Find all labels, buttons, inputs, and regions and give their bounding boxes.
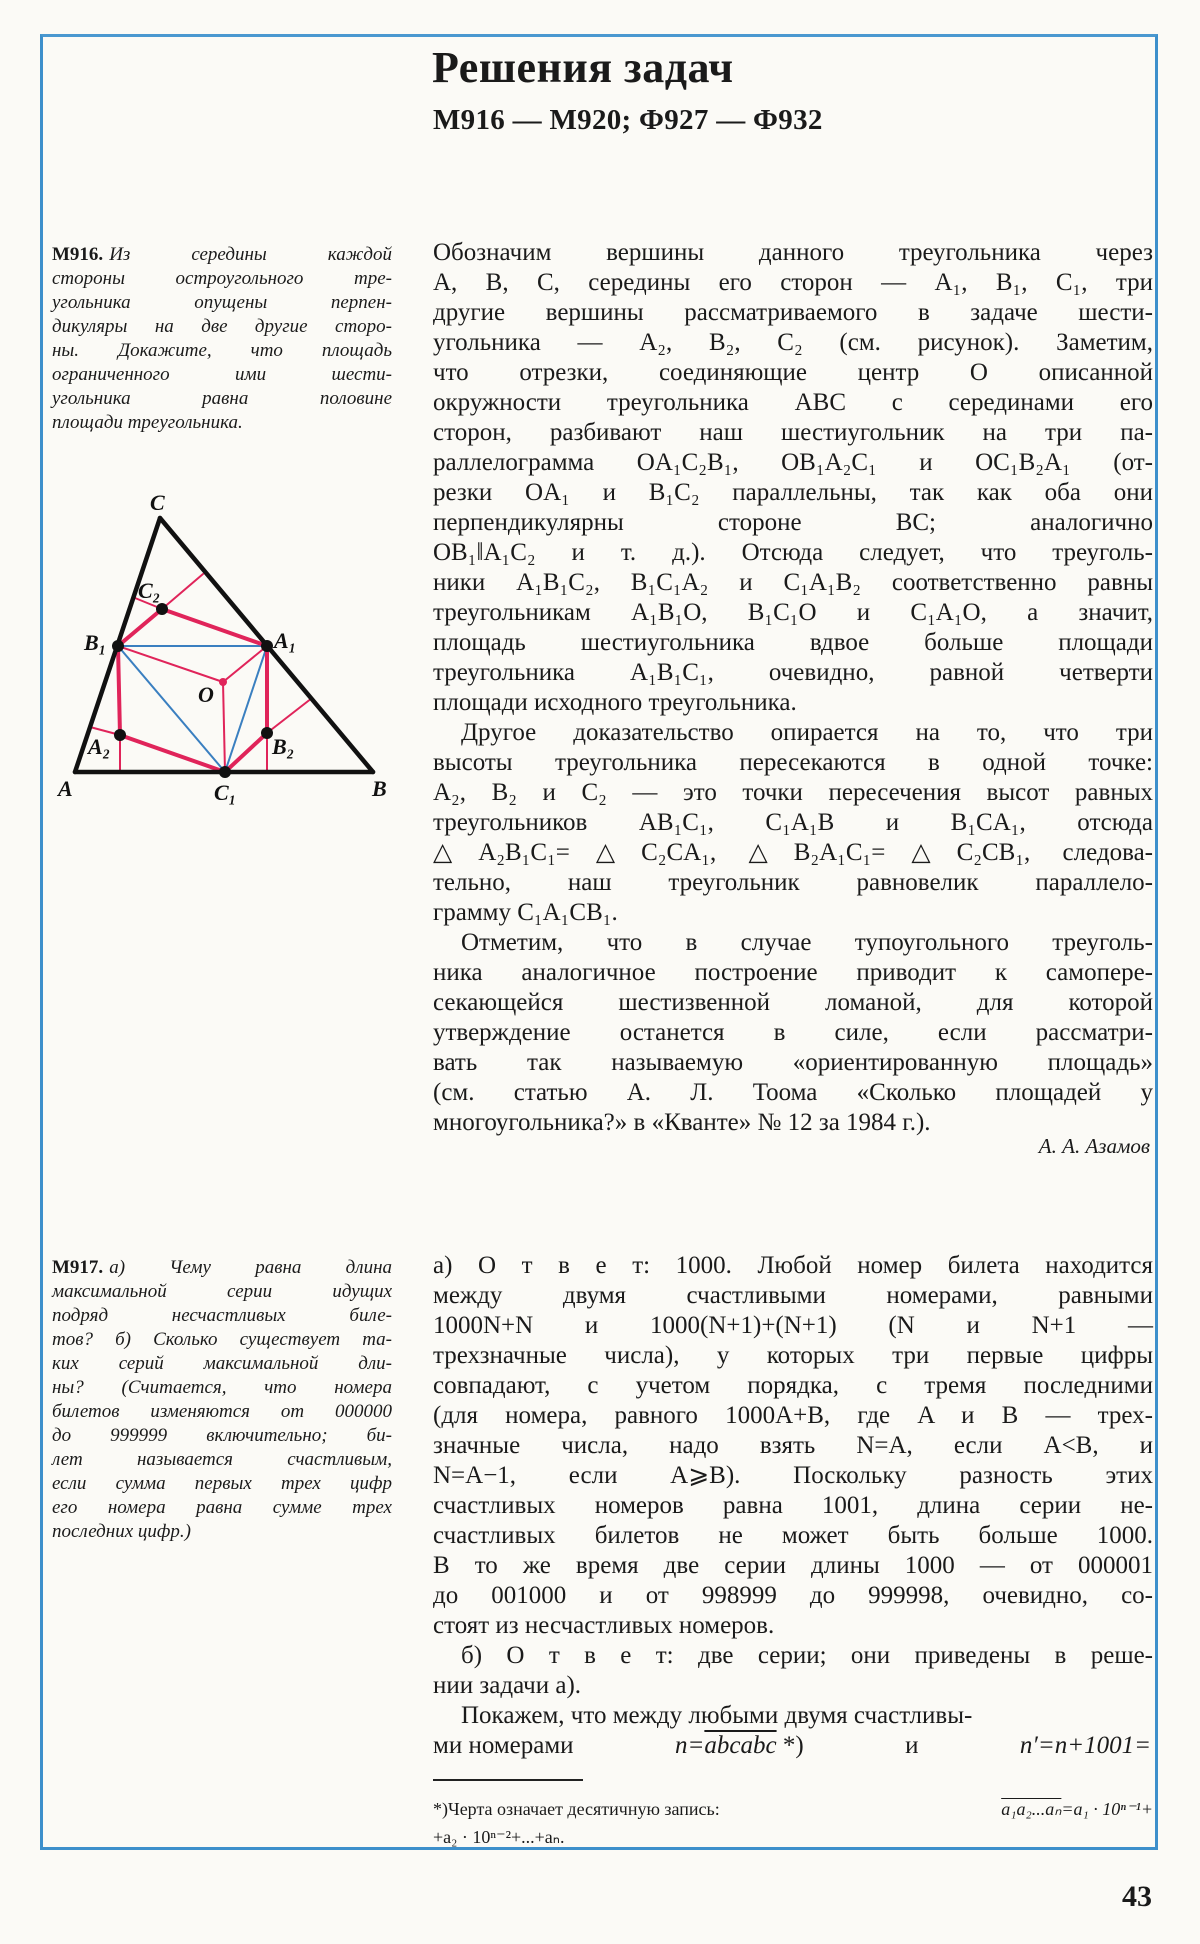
text-line: трехзначные числа), у которых три первые цифры (433, 1342, 1153, 1369)
text-line: а) О т в е т: 1000. Любой номер билета находится (433, 1252, 1153, 1279)
problem-line: ны. Докажите, что площадь (52, 340, 392, 361)
problem-line: стороны остроугольного тре- (52, 268, 392, 289)
problem-line: последних цифр.) (52, 1521, 191, 1542)
text-line: резки OA₁ и B₁C₂ параллельны, так как оба они (433, 479, 1153, 506)
point-a2 (114, 729, 126, 741)
text-line: △A₂B₁C₁=△C₂CA₁, △B₂A₁C₁=△C₂CB₁, следова- (433, 839, 1153, 866)
footnote-line (433, 1795, 1153, 1823)
text-line: другие вершины рассматриваемого в задаче шести- (433, 299, 1153, 326)
author-name: А. А. Азамов (1038, 1134, 1150, 1158)
text-line: счастливых номеров равна 1001, длина серии не- (433, 1492, 1153, 1519)
problem-line: если сумма первых трех цифр (52, 1473, 392, 1494)
problem-line: его номера равна сумме трех (52, 1497, 392, 1518)
formula-fragment: n= (675, 1732, 705, 1759)
problem-line: тов? б) Сколько существует та- (52, 1329, 392, 1350)
text-line: многоугольника?» в «Кванте» № 12 за 1984 г.). (433, 1109, 931, 1136)
problem-line: до 999999 включительно; би- (52, 1425, 392, 1446)
text-fragment: ми номерами (433, 1732, 574, 1759)
overlined-digits: abcabc (704, 1732, 777, 1759)
point-c1 (219, 766, 231, 778)
formula-n (675, 1731, 804, 1761)
m916-figure (0, 0, 420, 820)
text-line: Отметим, что в случае тупоугольного треуголь- (461, 929, 1153, 956)
hexagon-side (118, 646, 120, 735)
problem-line: угольника опущены перпен- (52, 292, 392, 313)
problem-line (52, 1256, 392, 1280)
label-a1: A₁ (274, 628, 297, 653)
problem-line: площади треугольника. (52, 412, 243, 433)
text-line: высоты треугольника пересекаются в одной точке: (433, 749, 1153, 776)
text-line: (для номера, равного 1000A+B, где A и B — трех- (433, 1402, 1153, 1429)
text-line: ники A₁B₁C₂, B₁C₁A₂ и C₁A₁B₂ соответственно равны (433, 569, 1153, 596)
text-line: вать так называемую «ориентированную площадь» (433, 1049, 1153, 1076)
footnote-rule (433, 1779, 583, 1781)
text-line: утверждение останется в силе, если рассматри- (433, 1019, 1153, 1046)
problem-line: билетов изменяются от 000000 (52, 1401, 392, 1422)
text-line: площади исходного треугольника. (433, 689, 797, 716)
problem-line: лет называется счастливым, (52, 1449, 392, 1470)
footnote-text: *)Черта означает десятичную запись: (433, 1799, 720, 1819)
text-line: сторон, разбивают наш шестиугольник на три па- (433, 419, 1153, 446)
label-a: A (58, 776, 73, 801)
text-line: б) О т в е т: две серии; они приведены в реше- (461, 1642, 1153, 1669)
problem-line: максимальной серии идущих (52, 1281, 392, 1302)
problem-line: ны? (Считается, что номера (52, 1377, 392, 1398)
perpendicular-line (267, 698, 312, 733)
text-line: (см. статью А. Л. Тоома «Сколько площадей у (433, 1079, 1153, 1106)
center-to-midpoint-line (223, 682, 225, 772)
label-b1: B₁ (84, 630, 107, 655)
text-line: что отрезки, соединяющие центр O описанной (433, 359, 1153, 386)
problem-line: ограниченного ими шести- (52, 364, 392, 385)
footnote (433, 1795, 1153, 1851)
problem-number: М917. (52, 1257, 104, 1278)
text-line: секающейся шестизвенной ломаной, для которой (433, 989, 1153, 1016)
text-line: площадь шестиугольника вдвое больше площади (433, 629, 1153, 656)
overlined-digits: a₁a₂...aₙ (1001, 1799, 1062, 1819)
problem-line: дикуляры на две другие сторо- (52, 316, 392, 337)
text-line: до 001000 и от 998999 до 999998, очевидно, со- (433, 1582, 1153, 1609)
problem-line: ких серий максимальной дли- (52, 1353, 392, 1374)
page-subtitle: М916 — М920; Ф927 — Ф932 (433, 104, 823, 136)
text-line: треугольника A₁B₁C₁, очевидно, равной четверти (433, 659, 1153, 686)
text-line: между двумя счастливыми номерами, равными (433, 1282, 1153, 1309)
footnote-mark: *) (782, 1732, 804, 1759)
label-b: B (372, 776, 387, 801)
text-line: грамму C₁A₁CB₁. (433, 899, 618, 926)
point-o (219, 678, 227, 686)
m917-solution (433, 1251, 1153, 1761)
text-line: треугольникам A₁B₁O, B₁C₁O и C₁A₁O, а значит, (433, 599, 1153, 626)
text-fragment: и (905, 1732, 919, 1759)
perpendicular-line (162, 574, 203, 609)
text-line: N=A−1, если A⩾B). Поскольку разность этих (433, 1462, 1153, 1489)
text-line: Обозначим вершины данного треугольника через (433, 239, 1153, 266)
text-line: Другое доказательство опирается на то, что три (461, 719, 1153, 746)
m916-solution (433, 238, 1153, 1138)
text-line: тельно, наш треугольник равновелик параллело- (433, 869, 1153, 896)
text-line: В то же время две серии длины 1000 — от 000001 (433, 1552, 1153, 1579)
problem-line: подряд несчастливых биле- (52, 1305, 392, 1326)
point-b1 (112, 640, 124, 652)
text-line: Покажем, что между любыми двумя счастливы- (461, 1702, 973, 1729)
page-number: 43 (1122, 1880, 1152, 1913)
problem-line: угольника равна половине (52, 388, 392, 409)
footnote-formula (1001, 1795, 1153, 1823)
label-c1: C₁ (214, 780, 237, 805)
problem-text: а) Чему равна длина (109, 1257, 392, 1278)
label-c: C (150, 490, 165, 515)
text-line: OB₁‖A₁C₂ и т. д.). Отсюда следует, что треуголь- (433, 539, 1153, 566)
text-line: раллелограмма OA₁C₂B₁, OB₁A₂C₁ и OC₁B₂A₁ (от- (433, 449, 1153, 476)
formula-line (433, 1731, 1153, 1761)
label-o: O (198, 682, 214, 707)
label-a2: A₂ (88, 734, 111, 759)
text-line: 1000N+N и 1000(N+1)+(N+1) (N и N+1 — (433, 1312, 1153, 1339)
text-line: ника аналогичное построение приводит к самопере- (433, 959, 1153, 986)
text-line: совпадают, с учетом порядка, с тремя последними (433, 1372, 1153, 1399)
problem-number: М916. (52, 244, 104, 265)
page-title: Решения задач (432, 43, 734, 92)
text-line: треугольников AB₁C₁, C₁A₁B и B₁CA₁, отсюда (433, 809, 1153, 836)
m917-solution-paragraphs (433, 1251, 1153, 1701)
formula-fragment: =a₁ · 10ⁿ⁻¹+ (1061, 1799, 1153, 1819)
text-line: A₂, B₂ и C₂ — это точки пересечения высот равных (433, 779, 1153, 806)
text-line: A, B, C, середины его сторон — A₁, B₁, C₁, три (433, 269, 1153, 296)
text-line: стоят из несчастливых номеров. (433, 1612, 775, 1639)
text-line: значные числа, надо взять N=A, если A<B, и (433, 1432, 1153, 1459)
text-line: угольника — A₂, B₂, C₂ (см. рисунок). Заметим, (433, 329, 1153, 356)
text-line: перпендикулярны стороне BC; аналогично (433, 509, 1153, 536)
problem-text: Из середины каждой (109, 244, 392, 265)
m917-problem (52, 1256, 392, 1544)
label-b2: B₂ (272, 734, 295, 759)
text-line: счастливых билетов не может быть больше 1000. (433, 1522, 1153, 1549)
text-line: нии задачи а). (433, 1672, 582, 1699)
label-c2: C₂ (138, 578, 161, 603)
text-line: окружности треугольника ABC с серединами его (433, 389, 1153, 416)
footnote-line: +a₂ · 10ⁿ⁻²+...+aₙ. (433, 1827, 565, 1847)
formula-fragment: n′=n+1001= (1019, 1732, 1151, 1759)
point-c2 (156, 603, 168, 615)
point-a1 (261, 640, 273, 652)
